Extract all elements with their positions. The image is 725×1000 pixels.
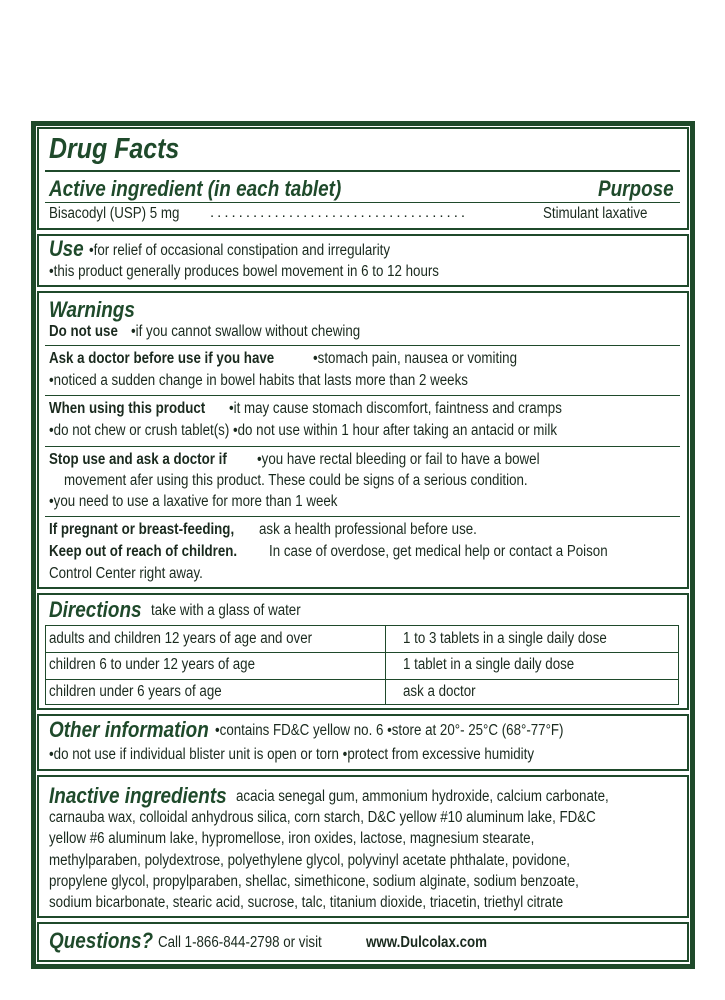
- inactive-line-6: sodium bicarbonate, stearic acid, sucrose, talc, titanium dioxide, triacetin, triethyl citrate: [49, 894, 564, 911]
- questions-url[interactable]: www.Dulcolax.com: [366, 934, 487, 951]
- stop-use-text-2: movement afer using this product. These could be signs of a serious condition.: [64, 472, 528, 489]
- directions-row-1-dose: 1 to 3 tablets in a single daily dose: [403, 630, 607, 647]
- active-ingredient-name: Bisacodyl (USP) 5 mg: [49, 205, 180, 222]
- ask-doctor-text-1: •stomach pain, nausea or vomiting: [313, 350, 517, 367]
- questions-heading: Questions?: [49, 928, 154, 953]
- inactive-line-1: acacia senegal gum, ammonium hydroxide, calcium carbonate,: [236, 788, 609, 805]
- keep-out-text-1: In case of overdose, get medical help or contact a Poison: [269, 543, 608, 560]
- use-heading: Use: [49, 236, 84, 261]
- inactive-line-3: yellow #6 aluminum lake, hypromellose, iron oxides, lactose, magnesium stearate,: [49, 830, 535, 847]
- when-using-text-1: •it may cause stomach discomfort, faintness and cramps: [229, 400, 562, 417]
- other-information-line-1: •contains FD&C yellow no. 6 •store at 20°- 25°C (68°-77°F): [215, 722, 564, 739]
- ask-doctor-text-2: •noticed a sudden change in bowel habits that lasts more than 2 weeks: [49, 372, 468, 389]
- active-ingredient-purpose: Stimulant laxative: [543, 205, 648, 222]
- leader-dots: ....................................: [210, 204, 469, 221]
- other-information-line-2: •do not use if individual blister unit is open or torn •protect from excessive humidity: [49, 746, 535, 763]
- directions-column-divider: [385, 625, 386, 705]
- active-ingredient-heading: Active ingredient (in each tablet): [49, 176, 342, 201]
- inactive-line-4: methylparaben, polydextrose, polyethylene glycol, polyvinyl acetate phthalate, povidone,: [49, 852, 570, 869]
- pregnant-label: If pregnant or breast-feeding,: [49, 521, 235, 538]
- directions-row-3-who: children under 6 years of age: [49, 683, 222, 700]
- inactive-ingredients-heading: Inactive ingredients: [49, 783, 227, 808]
- stop-use-text-1: •you have rectal bleeding or fail to have a bowel: [257, 451, 540, 468]
- when-using-text-2: •do not chew or crush tablet(s) •do not use within 1 hour after taking an antacid or milk: [49, 422, 558, 439]
- warnings-heading: Warnings: [49, 297, 135, 322]
- pregnant-text: ask a health professional before use.: [259, 521, 477, 538]
- keep-out-text-2: Control Center right away.: [49, 565, 203, 582]
- use-line-2: •this product generally produces bowel movement in 6 to 12 hours: [49, 263, 439, 280]
- directions-row-divider-2: [46, 679, 679, 680]
- warnings-divider-3: [45, 446, 680, 447]
- purpose-heading: Purpose: [598, 176, 674, 201]
- use-line-1: •for relief of occasional constipation and irregularity: [89, 242, 391, 259]
- warnings-divider-1: [45, 345, 680, 346]
- drug-facts-title: Drug Facts: [49, 133, 180, 165]
- directions-row-3-dose: ask a doctor: [403, 683, 476, 700]
- stop-use-text-3: •you need to use a laxative for more than 1 week: [49, 493, 338, 510]
- active-divider: [45, 202, 680, 203]
- directions-heading: Directions: [49, 597, 142, 622]
- ask-doctor-label: Ask a doctor before use if you have: [49, 350, 275, 367]
- do-not-use-text: •if you cannot swallow without chewing: [131, 323, 361, 340]
- warnings-divider-2: [45, 395, 680, 396]
- directions-row-2-who: children 6 to under 12 years of age: [49, 656, 256, 673]
- other-information-heading: Other information: [49, 717, 209, 742]
- inactive-line-5: propylene glycol, propylparaben, shellac, simethicone, sodium alginate, sodium benzoate,: [49, 873, 579, 890]
- keep-out-label: Keep out of reach of children.: [49, 543, 238, 560]
- when-using-label: When using this product: [49, 400, 206, 417]
- warnings-divider-4: [45, 516, 680, 517]
- directions-row-2-dose: 1 tablet in a single daily dose: [403, 656, 575, 673]
- title-divider: [45, 170, 680, 172]
- directions-row-1-who: adults and children 12 years of age and over: [49, 630, 313, 647]
- directions-row-divider-1: [46, 652, 679, 653]
- questions-text: Call 1-866-844-2798 or visit: [158, 934, 322, 951]
- directions-intro: take with a glass of water: [151, 602, 301, 619]
- do-not-use-label: Do not use: [49, 323, 118, 340]
- stop-use-label: Stop use and ask a doctor if: [49, 451, 227, 468]
- inactive-line-2: carnauba wax, colloidal anhydrous silica, corn starch, D&C yellow #10 aluminum lake, FD&C: [49, 809, 596, 826]
